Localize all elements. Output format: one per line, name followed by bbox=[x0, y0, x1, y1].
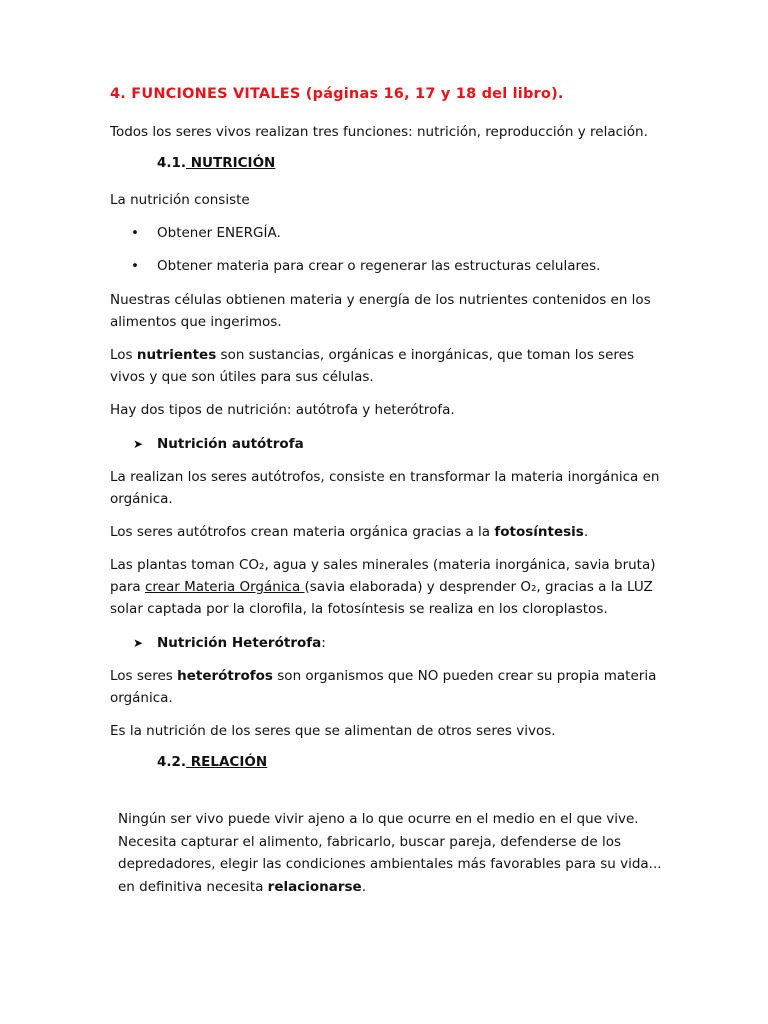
autotrophic-heading bbox=[133, 433, 693, 455]
nutrition-intro: La nutrición consiste bbox=[110, 192, 250, 208]
text-run: son organismos que NO pueden crear su propia materia orgánica. bbox=[110, 668, 657, 706]
subsection-title: NUTRICIÓN bbox=[186, 155, 276, 171]
plants-paragraph bbox=[110, 554, 670, 620]
keyword-relacionarse: relacionarse bbox=[267, 878, 362, 895]
heterotrophic-paragraph-2: Es la nutrición de los seres que se alimentan de otros seres vivos. bbox=[110, 723, 556, 739]
relation-paragraph bbox=[118, 808, 678, 898]
arrow-bullet-icon: ➤ bbox=[133, 636, 144, 650]
keyword-nutrientes: nutrientes bbox=[136, 347, 217, 363]
text-run: Los seres bbox=[110, 668, 178, 684]
list-item bbox=[131, 222, 691, 244]
text-run: . bbox=[361, 878, 366, 895]
heterotrophic-heading bbox=[133, 632, 693, 654]
keyword-heterotrofos: heterótrofos bbox=[177, 668, 273, 684]
text-run: . bbox=[583, 524, 589, 540]
bullet-icon: • bbox=[131, 258, 139, 274]
subsection-relacion-heading bbox=[157, 754, 267, 770]
arrow-bullet-icon: ➤ bbox=[133, 437, 144, 451]
heterotrophic-paragraph bbox=[110, 665, 670, 709]
autotrophic-paragraph: La realizan los seres autótrofos, consiste en transformar la materia inorgánica en orgánica. bbox=[110, 469, 660, 507]
text-run: Los seres autótrofos crean materia orgánica gracias a la bbox=[110, 524, 495, 540]
text-run: Los bbox=[110, 347, 137, 363]
autotrophic-heading-text: Nutrición autótrofa bbox=[157, 436, 304, 452]
subsection-number: 4.2. bbox=[157, 754, 187, 770]
subsection-title: RELACIÓN bbox=[186, 754, 268, 770]
text-run: Ningún ser vivo puede vivir ajeno a lo que ocurre en el medio en el que vive. Necesita capturar el alimento, fabricarlo, buscar pareja, defenderse de los depredadores, elegir las condiciones ambientales más favorables para su vida... en definitiva necesita bbox=[118, 811, 662, 895]
text-run: son sustancias, orgánicas e inorgánicas, que toman los seres vivos y que son útiles para sus células. bbox=[110, 347, 634, 385]
types-paragraph: Hay dos tipos de nutrición: autótrofa y heterótrofa. bbox=[110, 402, 455, 418]
intro-paragraph: Todos los seres vivos realizan tres funciones: nutrición, reproducción y relación. bbox=[110, 124, 648, 140]
subsection-nutricion-heading bbox=[157, 155, 275, 171]
list-item-text: Obtener materia para crear o regenerar las estructuras celulares. bbox=[157, 258, 601, 274]
text-run: (savia elaborada) y desprender O₂, gracias a la LUZ solar captada por la clorofila, la fotosíntesis se realiza en los cloroplastos. bbox=[110, 579, 653, 617]
keyword-fotosintesis: fotosíntesis bbox=[494, 524, 584, 540]
underlined-text: crear Materia Orgánica bbox=[144, 579, 305, 595]
heterotrophic-heading-text: Nutrición Heterótrofa bbox=[157, 635, 322, 651]
section-heading: 4. FUNCIONES VITALES (páginas 16, 17 y 18 del libro). bbox=[110, 86, 564, 102]
subsection-number: 4.1. bbox=[157, 155, 187, 171]
list-item bbox=[131, 255, 691, 277]
heading-colon: : bbox=[321, 635, 326, 651]
bullet-icon: • bbox=[131, 225, 139, 241]
list-item-text: Obtener ENERGÍA. bbox=[157, 225, 281, 241]
photosynthesis-paragraph bbox=[110, 521, 670, 543]
nutrients-paragraph bbox=[110, 344, 670, 388]
text-run: Las plantas toman CO₂, agua y sales minerales (materia inorgánica, savia bruta) para bbox=[110, 557, 656, 595]
cells-paragraph: Nuestras células obtienen materia y energía de los nutrientes contenidos en los alimentos que ingerimos. bbox=[110, 292, 651, 330]
